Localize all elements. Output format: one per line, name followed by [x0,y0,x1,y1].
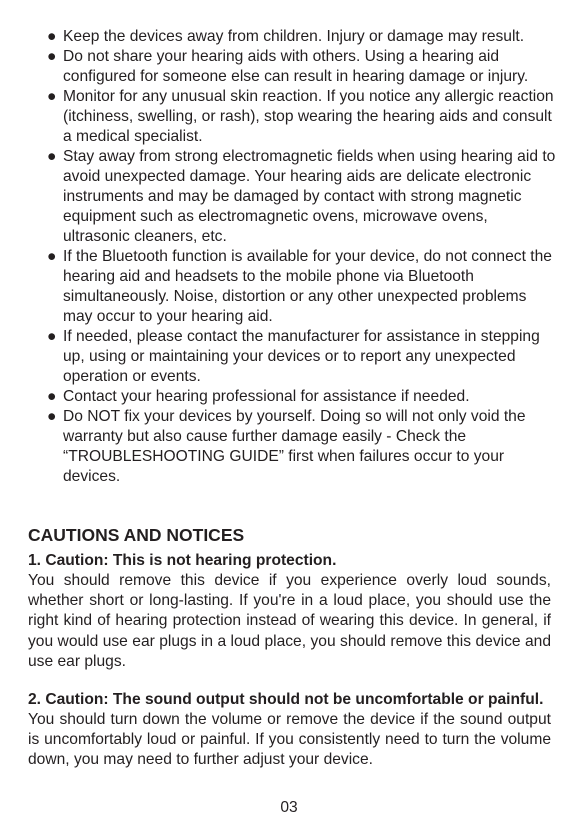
list-item [46,407,558,487]
section-title: CAUTIONS AND NOTICES [28,525,245,545]
bullet-dot-icon: ● [47,88,57,105]
list-item [46,387,558,407]
caution-body: You should turn down the volume or remove the device if the sound output is uncomfortably loud or painful. If you consistently need to turn the volume down, you may need to further adjust your device. [28,711,551,769]
bullet-dot-icon: ● [47,408,57,425]
list-item [46,247,558,327]
list-item [46,27,558,47]
caution-block-sound-output [28,690,551,771]
bullet-dot-icon: ● [47,328,57,345]
list-item [46,147,558,247]
list-item [46,47,558,87]
list-item [46,87,558,147]
bullet-dot-icon: ● [47,388,57,405]
bullet-text: If needed, please contact the manufacturer for assistance in stepping up, using or maintaining your devices or to report any unexpected operation or events. [63,328,540,385]
list-item [46,327,558,387]
bullet-dot-icon: ● [47,248,57,265]
bullet-text: If the Bluetooth function is available for your device, do not connect the hearing aid and headsets to the mobile phone via Bluetooth simultaneously. Noise, distortion or any other unexpected problems may occur to your hearing aid. [63,248,552,325]
bullet-text: Keep the devices away from children. Injury or damage may result. [63,28,525,45]
bullet-text: Monitor for any unusual skin reaction. If you notice any allergic reaction (itchiness, swelling, or rash), stop wearing the hearing aids and consult a medical specialist. [63,88,554,145]
bullet-dot-icon: ● [47,48,57,65]
caution-heading: 2. Caution: The sound output should not be uncomfortable or painful. [28,691,544,708]
bullet-text: Contact your hearing professional for assistance if needed. [63,388,470,405]
caution-heading: 1. Caution: This is not hearing protection. [28,552,337,569]
caution-block-hearing-protection [28,551,551,672]
bullet-dot-icon: ● [47,28,57,45]
bullet-text: Stay away from strong electromagnetic fields when using hearing aid to avoid unexpected damage. Your hearing aids are delicate electronic instruments and may be damaged by contact with strong magnetic equipment such as electromagnetic ovens, microwave ovens, ultrasonic cleaners, etc. [63,148,556,245]
bullet-text: Do not share your hearing aids with others. Using a hearing aid configured for someone else can result in hearing damage or injury. [63,48,529,85]
safety-bullet-list [46,27,558,487]
page-number: 03 [280,799,298,816]
bullet-text: Do NOT fix your devices by yourself. Doing so will not only void the warranty but also cause further damage easily - Check the “TROUBLESHOOTING GUIDE” first when failures occur to your devices. [63,408,526,485]
caution-body: You should remove this device if you experience overly loud sounds, whether short or long-lasting. If you're in a loud place, you should use the right kind of hearing protection instead of wearing this device. In general, if you would use ear plugs in a loud place, you should remove this device and use ear plugs. [28,572,551,670]
bullet-dot-icon: ● [47,148,57,165]
